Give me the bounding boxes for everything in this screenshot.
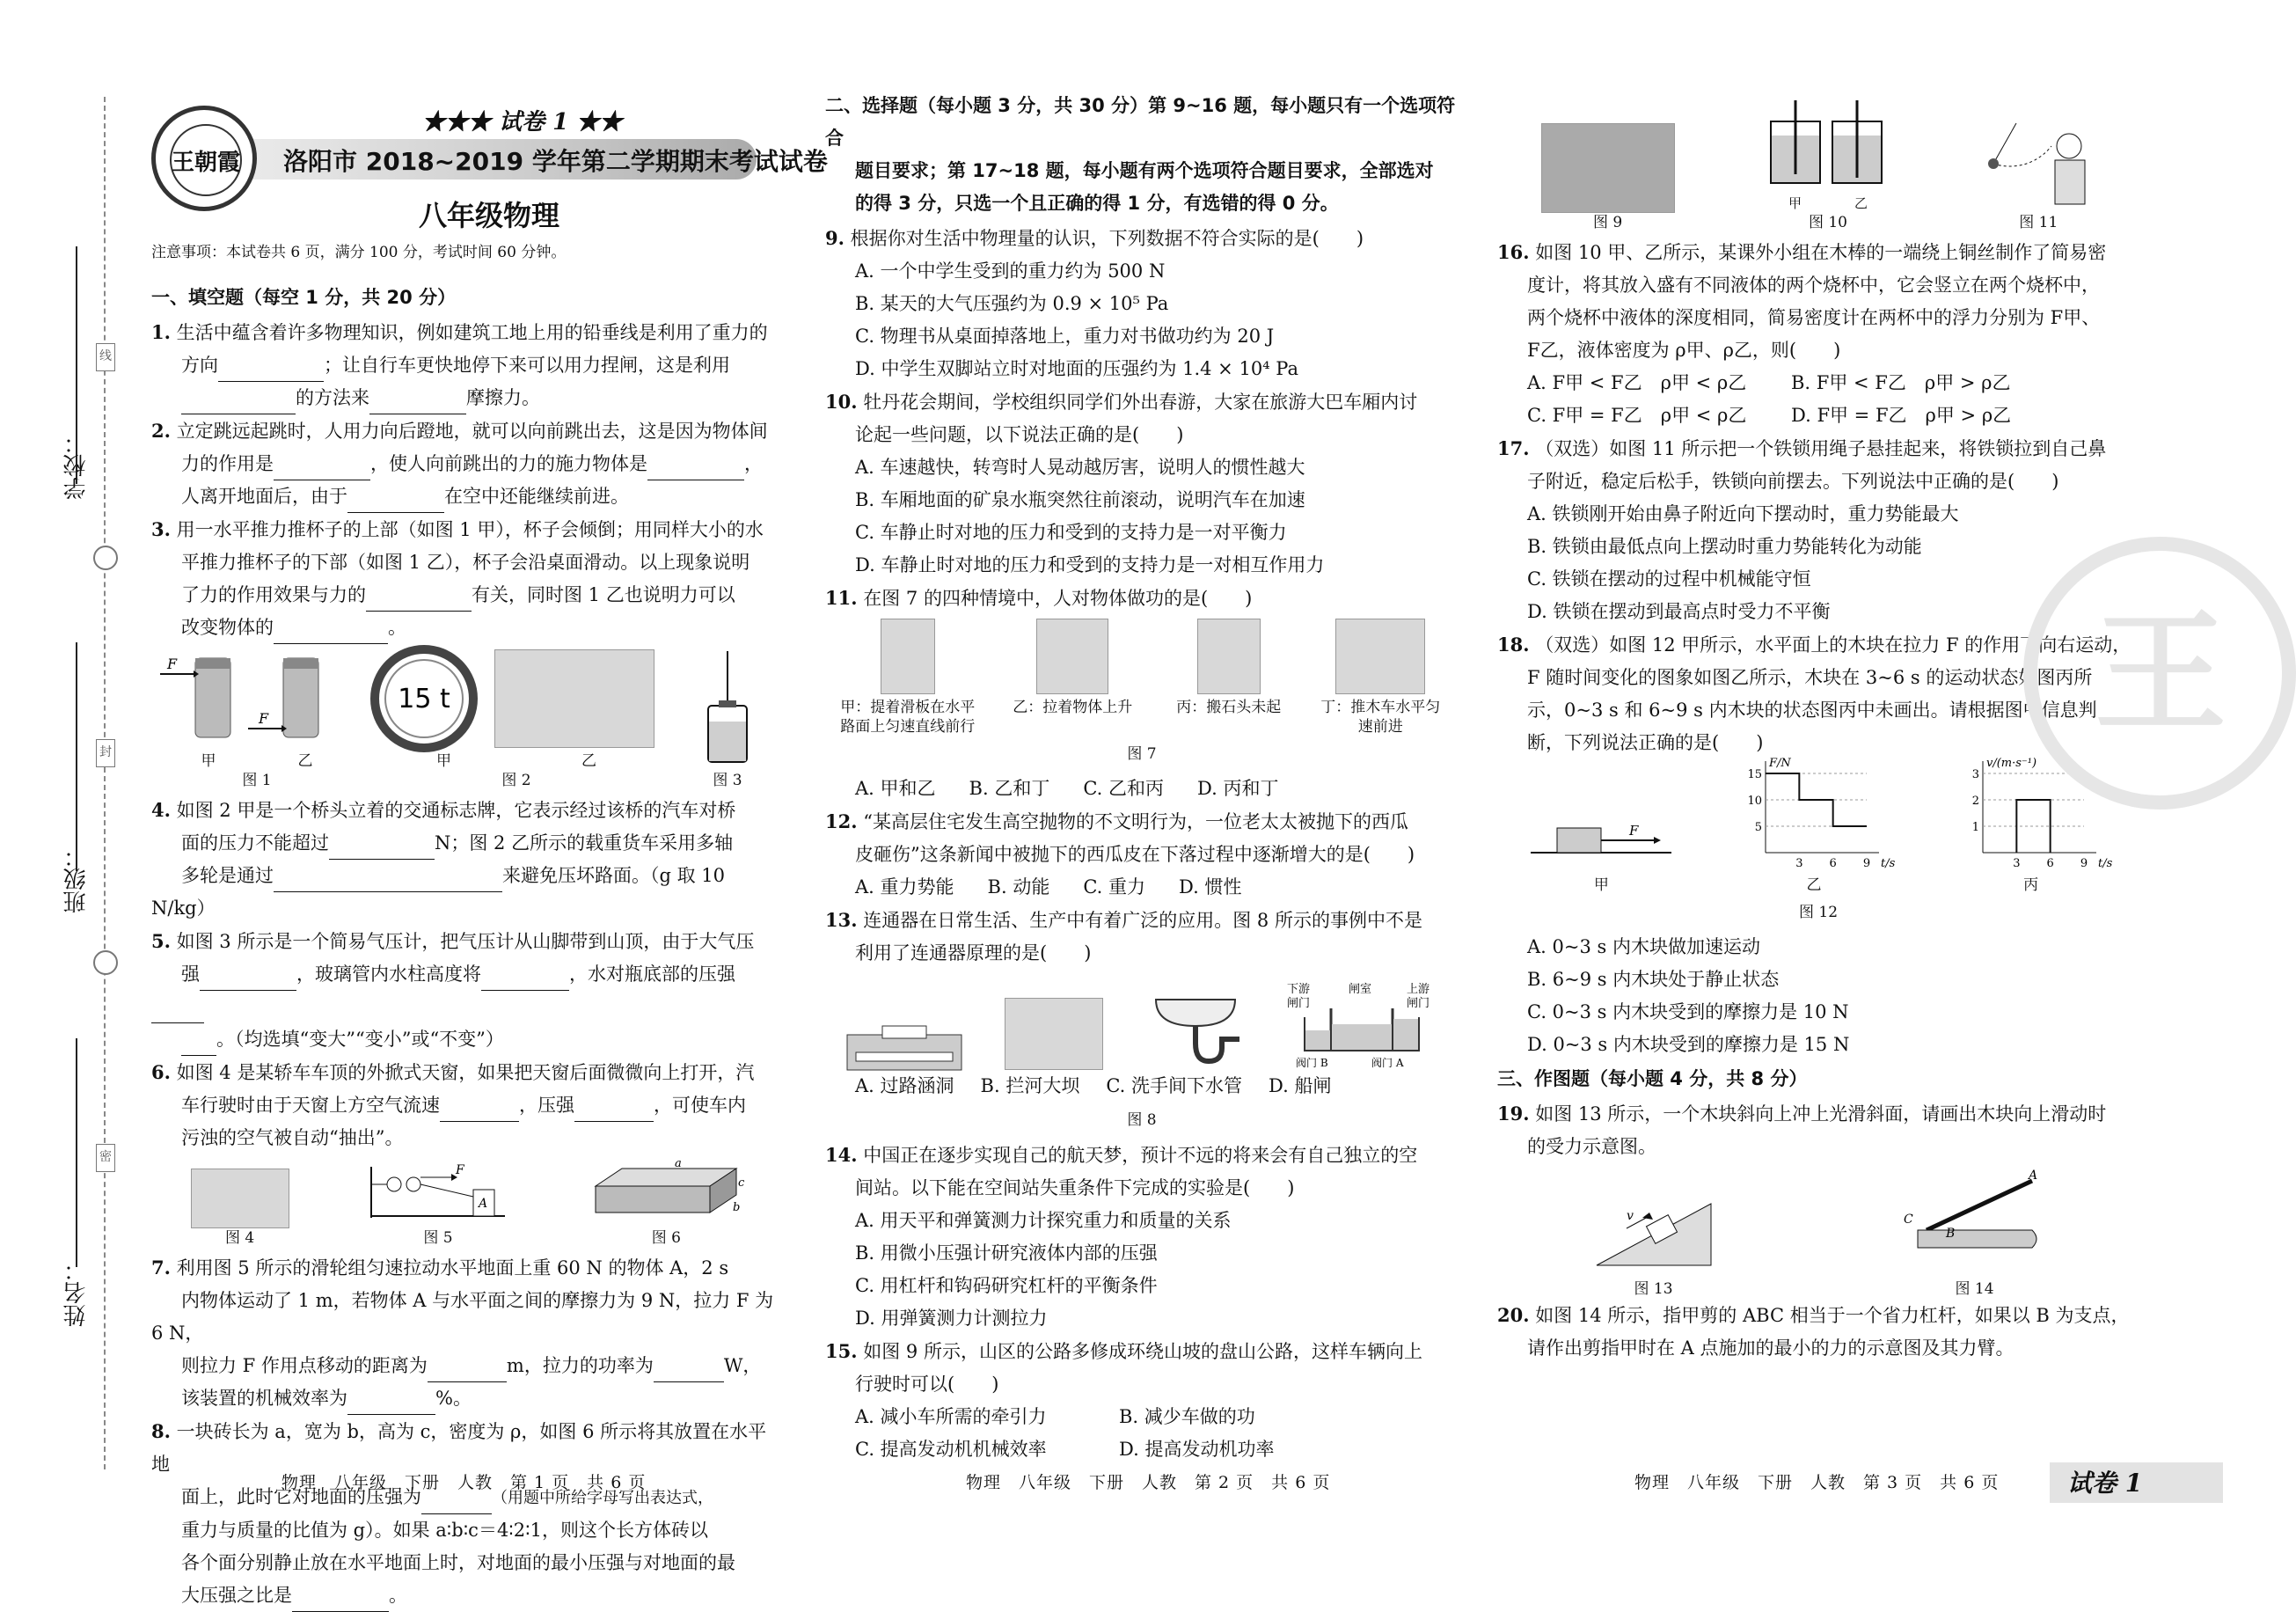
svg-text:上游: 上游	[1407, 983, 1430, 996]
figure-4: 图 4	[191, 1169, 289, 1248]
answer-blank[interactable]	[274, 457, 370, 480]
figure-11: 图 11	[1981, 120, 2095, 232]
option-a[interactable]: A. 0~3 s 内木块做加速运动	[1527, 936, 1760, 957]
school-label: 学校：	[63, 431, 90, 500]
question-1: 1. 生活中蕴含着许多物理知识，例如建筑工地上用的铅垂线是利用了重力的 方向 ；让自行车更快地停下来可以用力捏闸，这是利用 的方法来 摩擦力。	[151, 316, 785, 414]
answer-blank[interactable]	[218, 358, 324, 382]
question-17: 17. （双选）如图 11 所示把一个铁锁用绳子悬挂起来，将铁锁拉到自己鼻 子附近，稳定后松手，铁锁向前摆去。下列说法中正确的是( ) A. 铁锁刚开始由鼻子附近向下摆动时，重力势能最大 B. 铁锁由最低点向上摆动时重力势能转化为动能 C. 铁锁在摆动的过程中机械能守恒 D. 铁锁在摆动到最高点时受力不平衡	[1497, 432, 2139, 628]
force-chart-x-tick-label: 3	[1795, 857, 1803, 870]
option-c[interactable]: C. 物理书从桌面掉落地上，重力对书做功约为 20 J	[855, 326, 1275, 347]
answer-blank[interactable]	[181, 391, 296, 414]
figure-12-bing: 1 2 3 3 6 9 t/s v/(m·s⁻¹) 丙	[1956, 756, 2106, 895]
weight-limit-sign	[371, 646, 477, 751]
heavy-truck-photo	[494, 649, 654, 748]
option-b[interactable]: B. 拦河大坝	[980, 1075, 1080, 1096]
svg-text:下游: 下游	[1287, 983, 1311, 996]
force-time-chart	[1739, 756, 1896, 870]
logo-text: 王朝霞	[170, 124, 242, 196]
question-6: 6. 如图 4 是某轿车车顶的外掀式天窗，如果把天窗后面微微向上打开，汽 车行驶时由于天窗上方空气流速 ，压强 ，可使车内 污浊的空气被自动“抽出”。	[151, 1061, 755, 1148]
nail-clipper-illustration	[1900, 1169, 2050, 1274]
binding-mark-bottom: 密	[96, 1144, 115, 1172]
velocity-chart-y-tick-label: 3	[1971, 768, 1979, 781]
question-10: 10. 牡丹花会期间，学校组织同学们外出春游，大家在旅游大巴车厢内讨 论起一些问题，以下说法正确的是( ) A. 车速越快，转弯时人晃动越厉害，说明人的惯性越大 B. 车厢地面的矿泉水瓶突然往前滚动，说明汽车在加速 C. 车静止时对地的压力和受到的支持力是一对平衡力 D. 车静止时对地的压力和受到的支持力是一对相互作用力	[825, 385, 1459, 582]
option-a[interactable]: A. 用天平和弹簧测力计探究重力和质量的关系	[855, 1210, 1232, 1231]
option-b[interactable]: B. 铁锁由最低点向上摆动时重力势能转化为动能	[1527, 536, 1922, 557]
option-b[interactable]: B. 减少车做的功	[1119, 1406, 1255, 1427]
option-b[interactable]: B. 乙和丁	[969, 778, 1050, 799]
answer-blank[interactable]	[181, 1032, 216, 1056]
column-2	[825, 88, 1459, 1466]
svg-text:15 t: 15 t	[398, 684, 450, 714]
velocity-chart-x-tick-label: 6	[2046, 857, 2054, 870]
binding-mark-middle: 封	[96, 739, 115, 767]
svg-text:A: A	[478, 1197, 488, 1211]
option-d[interactable]: D. 船闸	[1269, 1075, 1332, 1096]
culvert-illustration	[847, 1017, 962, 1070]
svg-text:F: F	[1629, 823, 1639, 839]
density-meter-beakers	[1762, 100, 1894, 188]
section-1-heading: 一、填空题（每空 1 分，共 20 分）	[151, 287, 457, 308]
option-c[interactable]: C. 重力	[1083, 876, 1145, 898]
option-c[interactable]: C. 用杠杆和钩码研究杠杆的平衡条件	[855, 1275, 1158, 1296]
question-7: 7. 利用图 5 所示的滑轮组匀速拉动水平地面上重 60 N 的物体 A，2 s 内物体运动了 1 m，若物体 A 与水平面之间的摩擦力为 9 N，拉力 F 为 6 N， 则拉力 F 作用点移动的距离为 m，拉力的功率为 W， 该装置的机械效率为 %。	[151, 1251, 785, 1415]
option-b[interactable]: B. F甲 < F乙 ρ甲 > ρ乙	[1791, 372, 2011, 393]
figure-7	[825, 619, 1459, 736]
force-chart-y-axis-label: F/N	[1768, 757, 1791, 770]
velocity-chart-y-tick-label: 1	[1971, 821, 1979, 834]
svg-text:F: F	[259, 710, 269, 727]
force-chart-x-axis-label: t/s	[1880, 857, 1896, 870]
figure-2: 15 t 甲 乙 图 2	[371, 646, 662, 790]
exam-notice: 注意事项：本试卷共 6 页，满分 100 分，考试时间 60 分钟。	[151, 244, 567, 261]
answer-blank[interactable]	[428, 1359, 507, 1382]
option-a[interactable]: A. 车速越快，转弯时人晃动越厉害，说明人的惯性越大	[855, 457, 1305, 478]
question-8: 8. 一块砖长为 a，宽为 b，高为 c，密度为 ρ，如图 6 所示将其放置在水平地 面上，此时它对地面的压强为 （用题中所给字母写出表达式， 重力与质量的比值为 g）。如果 a∶b∶c＝4∶2∶1，则这个长方体砖以 各个面分别静止放在水平地面上时，对地面的最小压强与对地面的最 大压强之比是 。	[151, 1415, 785, 1612]
velocity-chart-x-tick-label: 9	[2080, 857, 2088, 870]
svg-text:a: a	[675, 1157, 683, 1170]
figure-3: 图 3	[679, 651, 776, 790]
figure-5: F A 图 5	[368, 1161, 508, 1248]
option-a[interactable]: A. 甲和乙	[855, 778, 936, 799]
figures-1-3	[151, 649, 785, 790]
option-c[interactable]: C. 0~3 s 内木块受到的摩擦力是 10 N	[1527, 1001, 1849, 1022]
subject-title: 八年级物理	[419, 199, 560, 232]
section-3-heading: 三、作图题（每小题 4 分，共 8 分）	[1497, 1068, 1808, 1089]
figure-7-ding: 丁：推木车水平匀 速前进	[1310, 619, 1451, 736]
barometer-bottle	[701, 651, 754, 766]
figure-7-jia: 甲：提着滑板在水平 路面上匀速直线前行	[833, 619, 983, 736]
svg-text:v: v	[1626, 1209, 1634, 1223]
binding-strip	[0, 0, 132, 1574]
option-d[interactable]: D. 0~3 s 内木块受到的摩擦力是 15 N	[1527, 1034, 1850, 1055]
option-b[interactable]: B. 车厢地面的矿泉水瓶突然往前滚动，说明汽车在加速	[855, 489, 1305, 510]
question-2: 2. 立定跳远起跳时，人用力向后蹬地，就可以向前跳出去，这是因为物体间 力的作用是 ，使人向前跳出的力的施力物体是 ， 人离开地面后，由于 在空中还能继续前进。	[151, 414, 785, 513]
option-c[interactable]: C. 洗手间下水管	[1106, 1075, 1242, 1096]
answer-blank[interactable]	[347, 1391, 435, 1415]
mountain-road-photo	[1541, 123, 1675, 213]
answer-blank[interactable]	[274, 620, 388, 644]
answer-blank[interactable]	[369, 391, 466, 414]
answer-blank[interactable]	[274, 868, 502, 892]
force-chart-y-tick-label: 15	[1747, 768, 1762, 781]
question-16: 16. 如图 10 甲、乙所示，某课外小组在木棒的一端绕上铜丝制作了简易密 度计，将其放入盛有不同液体的两个烧杯中，它会竖立在两个烧杯中， 两个烧杯中液体的深度相同，简易密度计在两杯中的浮力分别为 F甲、 F乙，液体密度为 ρ甲、ρ乙，则( ) A. F甲 < F乙 ρ甲 < ρ乙 B. F甲 < F乙 ρ甲 > ρ乙 C. F甲 = F乙 ρ甲 < ρ乙 D. F甲 = F乙 ρ甲 > ρ乙	[1497, 236, 2139, 432]
answer-blank[interactable]	[440, 1098, 519, 1122]
option-c[interactable]: C. 铁锁在摆动的过程中机械能守恒	[1527, 568, 1811, 590]
option-c[interactable]: C. 车静止时对地的压力和受到的支持力是一对平衡力	[855, 522, 1287, 543]
figures-9-11	[1497, 109, 2139, 232]
section-2-heading: 二、选择题（每小题 3 分，共 30 分）第 9~16 题，每小题只有一个选项符合 题目要求；第 17~18 题，每小题有两个选项符合题目要求，全部选对 的得 3 分，只选一个且正确的得 1 分，有选错的得 0 分。	[825, 95, 1456, 214]
option-a[interactable]: A. 重力势能	[855, 876, 954, 898]
binding-mark-top: 线	[96, 343, 115, 371]
binding-hole	[93, 950, 118, 975]
svg-text:F: F	[167, 656, 178, 672]
person-lifting-illustration	[1036, 619, 1108, 694]
person-cart-illustration	[1335, 619, 1425, 694]
svg-text:闸门: 闸门	[1287, 997, 1311, 1010]
watermark-stamp	[2023, 537, 2296, 810]
binding-dashed-line	[104, 97, 106, 1469]
figure-1: F F 甲 乙 图 1	[160, 649, 354, 790]
exam-title: 洛阳市 2018~2019 学年第二学期期末考试试卷	[283, 147, 828, 176]
option-b[interactable]: B. 用微小压强计研究液体内部的压强	[855, 1242, 1158, 1264]
publisher-logo	[151, 106, 257, 211]
pendulum-lock-person	[1981, 120, 2095, 208]
figures-4-6	[151, 1157, 785, 1248]
option-d[interactable]: D. 车静止时对地的压力和受到的支持力是一对相互作用力	[855, 554, 1325, 575]
page-footer-2: 物理 八年级 下册 人教 第 2 页 共 6 页	[966, 1473, 1331, 1492]
question-4: 4. 如图 2 甲是一个桥头立着的交通标志牌，它表示经过该桥的汽车对桥 面的压力不能超过 N；图 2 乙所示的载重货车采用多轴 多轮是通过 来避免压坏路面。（g 取 10 N/kg）	[151, 799, 736, 919]
svg-text:阀门 A: 阀门 A	[1371, 1057, 1404, 1069]
ship-lock-illustration	[1287, 982, 1437, 1070]
block-pull-illustration	[1531, 800, 1671, 870]
velocity-chart-y-axis-label: v/(m·s⁻¹)	[1985, 757, 2036, 770]
page-footer-1: 物理 八年级 下册 人教 第 1 页 共 6 页	[282, 1473, 647, 1492]
option-b[interactable]: B. 动能	[987, 876, 1050, 898]
cups-push-illustration	[160, 649, 354, 746]
figure-10: 甲 乙 图 10	[1762, 100, 1894, 232]
option-d[interactable]: D. 铁锁在摆动到最高点时受力不平衡	[1527, 601, 1831, 622]
person-skateboard-illustration	[881, 619, 935, 694]
answer-blank[interactable]	[574, 1098, 654, 1122]
option-c[interactable]: C. 乙和丙	[1083, 778, 1164, 799]
question-20: 20. 如图 14 所示，指甲剪的 ABC 相当于一个省力杠杆，如果以 B 为支点， 请作出剪指甲时在 A 点施加的最小的力的示意图及其力臂。	[1497, 1304, 2130, 1359]
question-19: 19. 如图 13 所示，一个木块斜向上冲上光滑斜面，请画出木块向上滑动时 的受力示意图。 v 图 13 A B C 图 14	[1497, 1097, 2139, 1299]
force-chart-y-tick-label: 10	[1747, 795, 1762, 808]
dam-photo	[1005, 998, 1103, 1070]
question-12: 12. “某高层住宅发生高空抛物的不文明行为，一位老太太被抛下的西瓜 皮砸伤”这条新闻中被抛下的西瓜皮在下落过程中逐渐增大的是( ) A. 重力势能 B. 动能 C. 重力 D. 惯性	[825, 805, 1459, 904]
figure-8	[825, 973, 1459, 1070]
answer-blank[interactable]	[329, 836, 435, 860]
svg-text:阀门 B: 阀门 B	[1296, 1057, 1328, 1069]
answer-blank[interactable]	[200, 967, 296, 991]
answer-blank[interactable]	[481, 967, 569, 991]
option-d[interactable]: D. 中学生双脚站立时对地面的压强约为 1.4 × 10⁴ Pa	[855, 358, 1298, 379]
velocity-chart-y-tick-label: 2	[1971, 795, 1979, 808]
question-11: 11. 在图 7 的四种情境中，人对物体做功的是( ) 甲：提着滑板在水平 路面上匀速直线前行 乙：拉着物体上升 丙：搬石头未起 丁：推木车水平匀 速前进 图 7 A. 甲和乙 B. 乙和丁 C. 乙和丙 D. 丙和丁	[825, 582, 1459, 805]
class-field-line	[76, 642, 77, 871]
figure-12-yi: 5 10 15 3 6 9 t/s F/N 乙	[1739, 756, 1889, 895]
option-c[interactable]: C. F甲 = F乙 ρ甲 < ρ乙	[1527, 405, 1747, 426]
option-a[interactable]: A. 过路涵洞	[855, 1075, 954, 1096]
incline-block-illustration	[1588, 1177, 1720, 1274]
question-13: 13. 连通器在日常生活、生产中有着广泛的应用。图 8 所示的事例中不是 利用了连通器原理的是( ) 下游 闸门 闸室 上游 闸门 阀门 B 阀门 A A. 过路涵洞 B. 拦河大坝 C. 洗手间下水管 D. 船闸 图 8	[825, 904, 1459, 1137]
velocity-chart-x-tick-label: 3	[2012, 857, 2021, 870]
answer-blank[interactable]	[292, 1588, 389, 1612]
svg-text:A: A	[2028, 1169, 2037, 1183]
option-a[interactable]: A. F甲 < F乙 ρ甲 < ρ乙	[1527, 372, 1747, 393]
answer-blank[interactable]	[347, 489, 444, 513]
svg-text:c: c	[738, 1176, 745, 1190]
svg-text:闸室: 闸室	[1349, 983, 1372, 996]
option-a[interactable]: A. 一个中学生受到的重力约为 500 N	[855, 260, 1166, 282]
figure-14: A B C 图 14	[1900, 1169, 2050, 1299]
force-chart-x-tick-label: 9	[1862, 857, 1871, 870]
question-15: 15. 如图 9 所示，山区的公路多修成环绕山坡的盘山公路，这样车辆向上 行驶时可以( ) A. 减小车所需的牵引力 B. 减少车做的功 C. 提高发动机机械效率 D. 提高发动机功率	[825, 1335, 1459, 1466]
class-label: 班级：	[63, 845, 90, 913]
page-footer-3: 物理 八年级 下册 人教 第 3 页 共 6 页	[1634, 1473, 2000, 1492]
watermark-glyph: 王	[2094, 597, 2227, 751]
answer-blank[interactable]	[647, 457, 744, 480]
figure-7-bing: 丙：搬石头未起	[1163, 619, 1295, 736]
figure-12	[1497, 757, 2139, 895]
question-18: 18. （双选）如图 12 甲所示，水平面上的木块在拉力 F 的作用下向右运动， F 随时间变化的图象如图乙所示，木块在 3~6 s 的运动状态如图丙所 示，0~3 s 和 6~9 s 内木块的状态图丙中未画出。请根据图中信息判 断，下列说法正确的是( ) F 甲 5 10 15 3 6 9 t/s F/N 乙 1 2 3 3 6 9 t/s v/(m·s⁻¹) 丙 图 12 A. 0~3 s 内木块做加速运动 B. 6~9 s 内木块处于静止状态 C. 0~3 s 内木块受到的摩擦力是 10 N D. 0~3 s 内木块受到的摩擦力是 15 N	[1497, 628, 2139, 1061]
option-b[interactable]: B. 某天的大气压强约为 0.9 × 10⁵ Pa	[855, 293, 1169, 314]
sink-drain-illustration	[1147, 991, 1244, 1070]
series-label: ★★★ 试卷 1 ★★	[422, 109, 623, 136]
option-d[interactable]: D. 提高发动机功率	[1119, 1439, 1275, 1460]
figures-13-14	[1497, 1167, 2139, 1299]
car-sunroof-photo	[191, 1169, 289, 1228]
question-14: 14. 中国正在逐步实现自己的航天梦，预计不远的将来会有自己独立的空 间站。以下能在空间站失重条件下完成的实验是( ) A. 用天平和弹簧测力计探究重力和质量的关系 B. 用微小压强计研究液体内部的压强 C. 用杠杆和钩码研究杠杆的平衡条件 D. 用弹簧测力计测拉力	[825, 1139, 1459, 1335]
question-3: 3. 用一水平推力推杯子的上部（如图 1 甲），杯子会倾倒；用同样大小的水 平推力推杯子的下部（如图 1 乙），杯子会沿桌面滑动。以上现象说明 了力的作用效果与力的 有关，同时图 1 乙也说明力可以 改变物体的 。	[151, 513, 785, 644]
brick-block	[587, 1157, 745, 1223]
option-a[interactable]: A. 减小车所需的牵引力	[855, 1406, 1047, 1427]
velocity-chart-x-axis-label: t/s	[2097, 857, 2112, 870]
option-a[interactable]: A. 铁锁刚开始由鼻子附近向下摆动时，重力势能最大	[1527, 503, 1959, 524]
question-9: 9. 根据你对生活中物理量的认识，下列数据不符合实际的是( ) A. 一个中学生受到的重力约为 500 N B. 某天的大气压强约为 0.9 × 10⁵ Pa C. 物理书从桌面掉落地上，重力对书做功约为 20 J D. 中学生双脚站立时对地面的压强约为 1.4 × 10⁴ Pa	[825, 222, 1459, 385]
figure-9: 图 9	[1541, 123, 1675, 232]
svg-text:B: B	[1945, 1227, 1955, 1241]
force-chart-y-tick-label: 5	[1754, 821, 1762, 834]
name-label: 姓名：	[63, 1258, 90, 1327]
svg-text:闸门: 闸门	[1407, 997, 1430, 1010]
option-d[interactable]: D. F甲 = F乙 ρ甲 > ρ乙	[1791, 405, 2012, 426]
figure-12-jia: F 甲	[1531, 800, 1671, 895]
corner-label: 试卷 1	[2067, 1469, 2143, 1498]
answer-blank[interactable]	[421, 1491, 492, 1514]
figure-6: a b c 图 6	[587, 1161, 745, 1248]
option-d[interactable]: D. 用弹簧测力计测拉力	[855, 1308, 1048, 1329]
svg-text:C: C	[1903, 1213, 1913, 1227]
option-d[interactable]: D. 惯性	[1179, 876, 1242, 898]
answer-blank[interactable]	[654, 1359, 724, 1382]
person-stone-illustration	[1197, 619, 1261, 694]
svg-text:b: b	[733, 1201, 741, 1214]
name-field-line	[76, 1038, 77, 1267]
question-5: 5. 如图 3 所示是一个简易气压计，把气压计从山脚带到山顶，由于大气压 强 ，玻璃管内水柱高度将 ，水对瓶底部的压强 。（均选填“变大”“变小”或“不变”）	[151, 925, 785, 1056]
figure-13: v 图 13	[1588, 1177, 1720, 1299]
binding-hole	[93, 546, 118, 570]
answer-blank[interactable]	[366, 588, 472, 612]
column-1	[151, 280, 785, 1612]
force-chart-x-tick-label: 6	[1829, 857, 1837, 870]
option-c[interactable]: C. 提高发动机机械效率	[855, 1439, 1047, 1460]
answer-blank[interactable]	[151, 1000, 204, 1023]
svg-text:F: F	[455, 1163, 464, 1177]
option-b[interactable]: B. 6~9 s 内木块处于静止状态	[1527, 969, 1780, 990]
figure-7-yi: 乙：拉着物体上升	[998, 619, 1147, 736]
option-d[interactable]: D. 丙和丁	[1197, 778, 1279, 799]
pulley-system	[368, 1161, 508, 1223]
